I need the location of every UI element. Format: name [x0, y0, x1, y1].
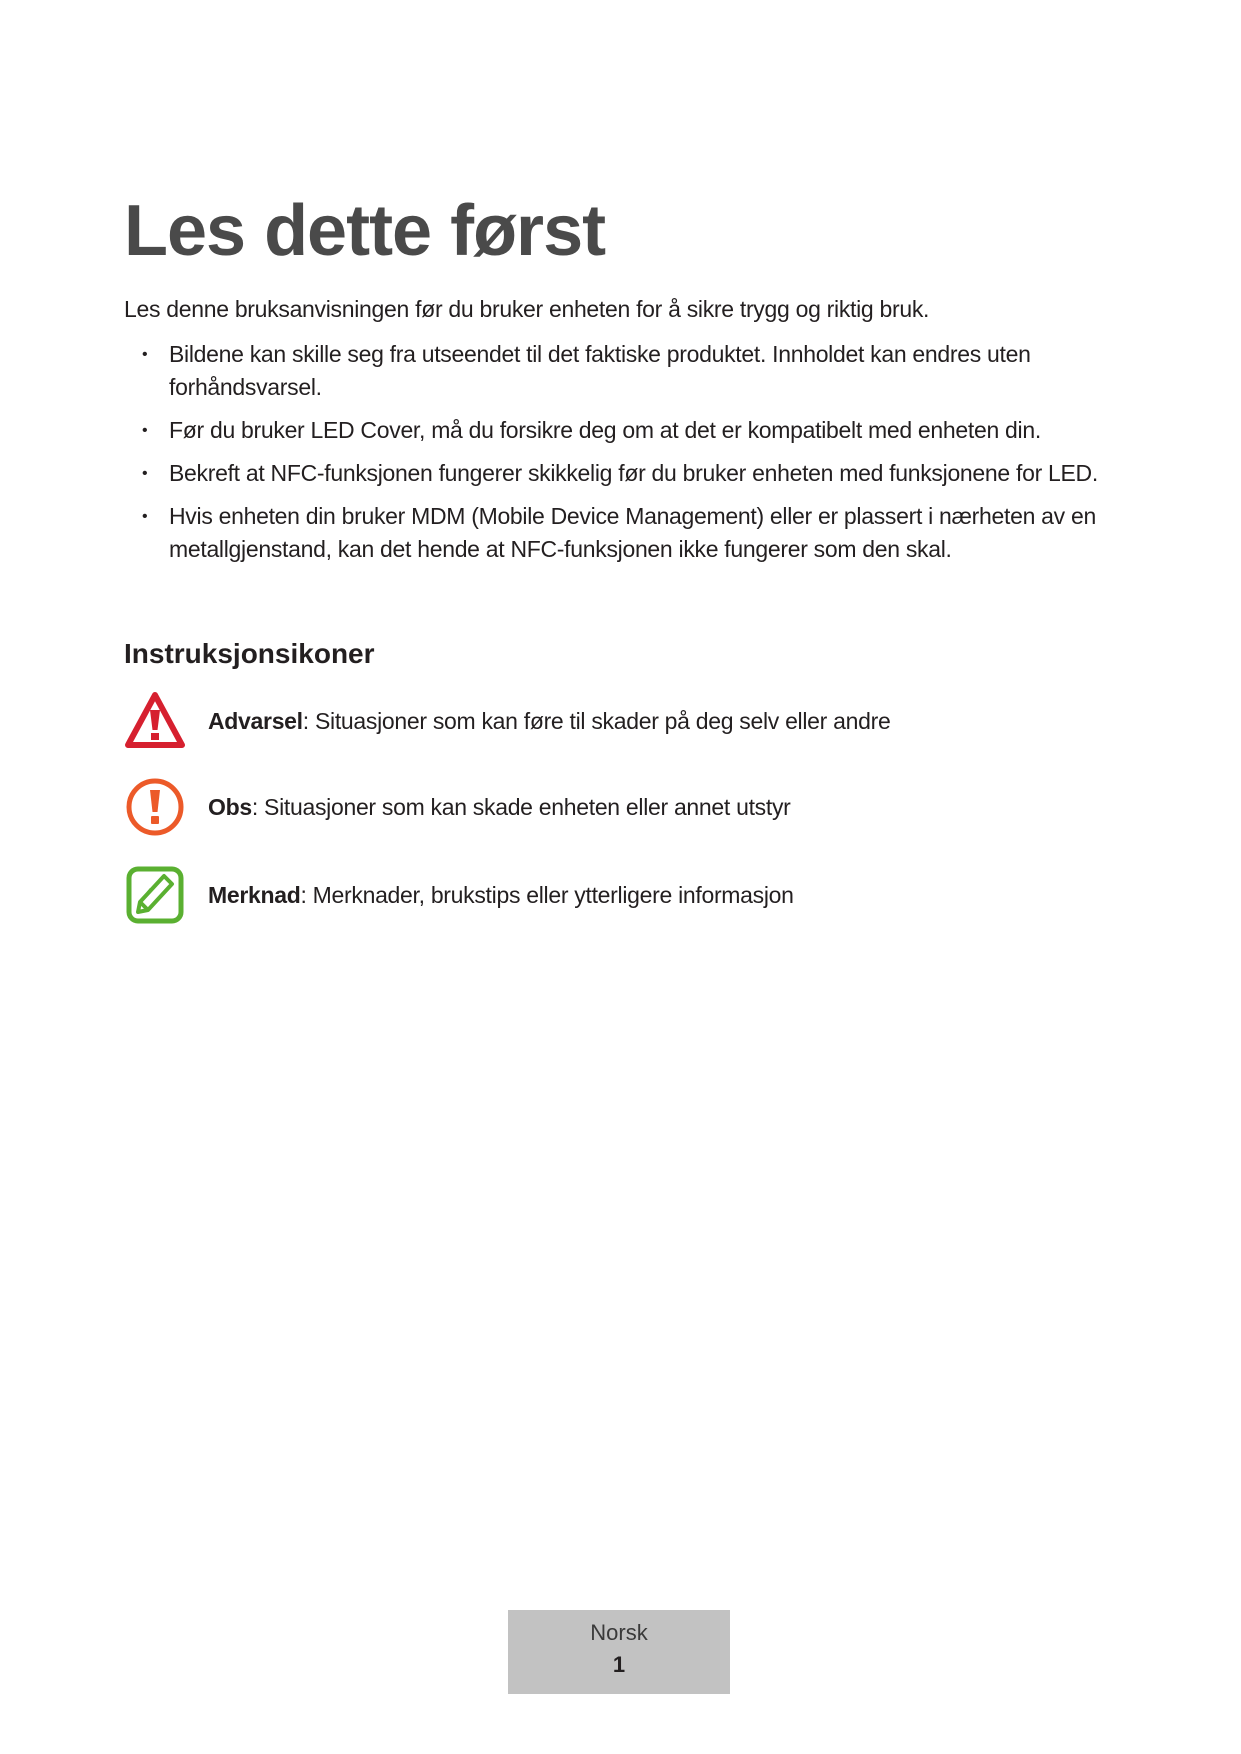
- list-item-text: Hvis enheten din bruker MDM (Mobile Device Management) eller er plassert i nærheten av en metallgjenstand, kan det hende at NFC-funksjonen ikke fungerer som den skal.: [169, 503, 1096, 562]
- legend-term: Advarsel: [208, 707, 303, 734]
- legend-separator: :: [251, 793, 258, 820]
- list-item-text: Bekreft at NFC-funksjonen fungerer skikkelig før du bruker enheten med funksjonene for LED.: [169, 460, 1098, 486]
- icon-legend-caution: [124, 776, 791, 838]
- legend-description: Situasjoner som kan skade enheten eller annet utstyr: [257, 793, 791, 820]
- bullet-marker: •: [142, 465, 148, 482]
- note-pencil-icon: [124, 864, 186, 926]
- section-heading: Instruksjonsikoner: [124, 638, 375, 669]
- legend-term: Obs: [208, 793, 252, 820]
- list-item: [124, 457, 1124, 490]
- list-item: [124, 414, 1124, 447]
- bullet-marker: •: [142, 508, 148, 525]
- bullet-marker: •: [142, 422, 148, 439]
- legend-separator: :: [300, 881, 307, 908]
- notice-list: [124, 338, 1124, 576]
- list-item: [124, 338, 1124, 404]
- intro-text: Les denne bruksanvisningen før du bruker enheten for å sikre trygg og riktig bruk.: [124, 296, 930, 322]
- legend-description: Situasjoner som kan føre til skader på deg selv eller andre: [308, 707, 891, 734]
- page-title: Les dette først: [124, 191, 606, 271]
- icon-legend-note: [124, 864, 794, 926]
- page-number: 1: [612, 1652, 626, 1677]
- bullet-marker: •: [142, 346, 148, 363]
- list-item-text: Før du bruker LED Cover, må du forsikre deg om at det er kompatibelt med enheten din.: [169, 417, 1041, 443]
- icon-legend-warning: [124, 690, 890, 752]
- list-item-text: Bildene kan skille seg fra utseendet til det faktiske produktet. Innholdet kan endres uten forhåndsvarsel.: [169, 341, 1031, 400]
- list-item: [124, 500, 1124, 566]
- warning-triangle-icon: [124, 690, 186, 752]
- caution-circle-icon: [124, 776, 186, 838]
- legend-separator: :: [302, 707, 309, 734]
- legend-description: Merknader, brukstips eller ytterligere informasjon: [306, 881, 794, 908]
- page-footer: [508, 1610, 730, 1694]
- footer-language: Norsk: [590, 1620, 648, 1645]
- legend-term: Merknad: [208, 881, 301, 908]
